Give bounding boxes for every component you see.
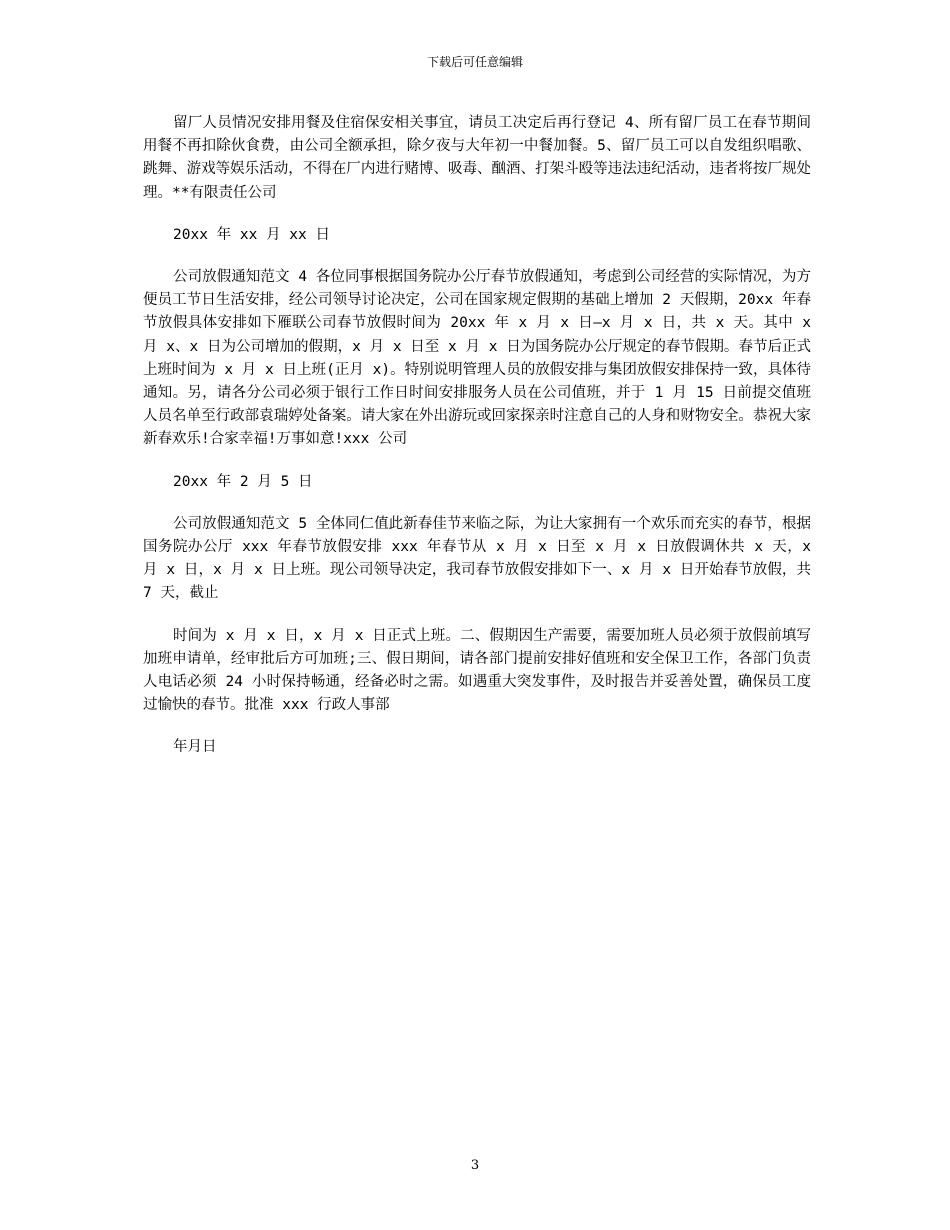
page-header: 下载后可任意编辑: [426, 55, 523, 69]
paragraph-date-1: 20xx 年 xx 月 xx 日: [173, 226, 330, 243]
document-body: [143, 112, 811, 779]
paragraph-date-placeholder: 年月日: [173, 739, 217, 756]
paragraph-notice-sample-4: 公司放假通知范文 4 各位同事根据国务院办公厅春节放假通知，考虑到公司经营的实际情况，为方便员工节日生活安排，经公司领导讨论决定，公司在国家规定假期的基础上增加 2 天假期，20xx 年春节放假具体安排如下雁联公司春节放假时间为 20xx 年 x 月 x 日—x 月 x 日，共 x 天。其中 x 月 x、x 日为公司增加的假期，x 月 x 日至 x 月 x 日为国务院办公厅规定的春节假期。春节后正式上班时间为 x 月 x 日上班(正月 x)。特别说明管理人员的放假安排与集团放假安排保持一致，具体待通知。另，请各分公司必须于银行工作日时间安排服务人员在公司值班，并于 1 月 15 日前提交值班人员名单至行政部袁瑞婷处备案。请大家在外出游玩或回家探亲时注意自己的人身和财物安全。恭祝大家新春欢乐!合家幸福!万事如意!xxx 公司: [143, 269, 811, 448]
paragraph-notice-sample-5-continued: 时间为 x 月 x 日，x 月 x 日正式上班。二、假期因生产需要，需要加班人员必须于放假前填写加班申请单，经审批后方可加班;三、假日期间，请各部门提前安排好值班和安全保卫工作，各部门负责人电话必须 24 小时保持畅通，经备必时之需。如遇重大突发事件，及时报告并妥善处置，确保员工度过愉快的春节。批准 xxx 行政人事部: [143, 627, 811, 714]
page-number: 3: [470, 1158, 480, 1173]
paragraph-date-2: 20xx 年 2 月 5 日: [173, 473, 313, 490]
paragraph-staying-staff-arrangements: 留厂人员情况安排用餐及住宿保安相关事宜，请员工决定后再行登记 4、所有留厂员工在春节期间用餐不再扣除伙食费，由公司全额承担，除夕夜与大年初一中餐加餐。5、留厂员工可以自发组织唱歌、跳舞、游戏等娱乐活动，不得在厂内进行赌博、吸毒、酗酒、打架斗殴等违法违纪活动，违者将按厂规处理。**有限责任公司: [143, 115, 811, 201]
paragraph-notice-sample-5: 公司放假通知范文 5 全体同仁值此新春佳节来临之际，为让大家拥有一个欢乐而充实的春节，根据国务院办公厅 xxx 年春节放假安排 xxx 年春节从 x 月 x 日至 x 月 x 日放假调休共 x 天，x 月 x 日，x 月 x 日上班。现公司领导决定，我司春节放假安排如下一、x 月 x 日开始春节放假，共 7 天，截止: [143, 515, 811, 602]
